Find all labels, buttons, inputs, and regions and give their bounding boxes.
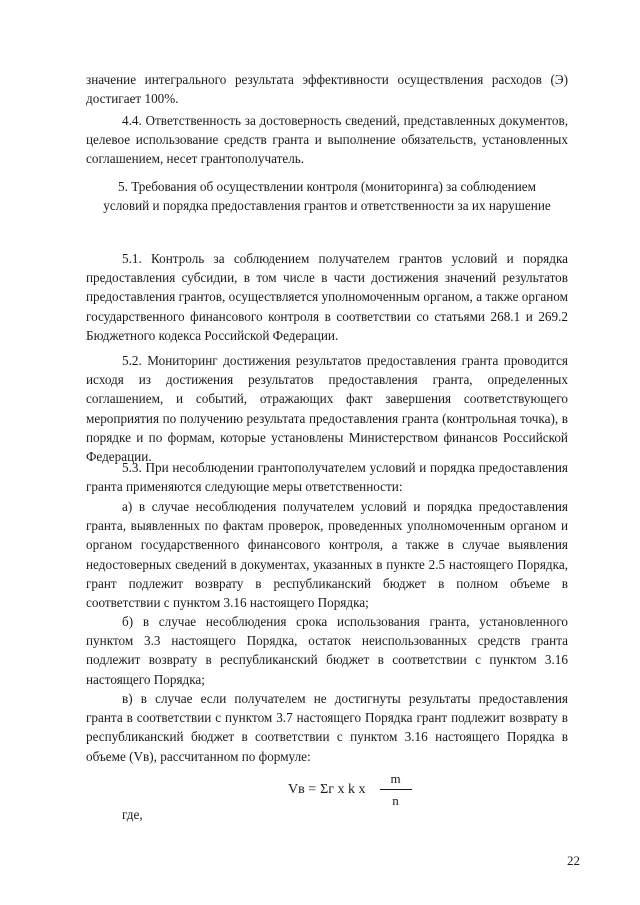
formula-lhs: Vв = — [288, 782, 317, 797]
paragraph-efficiency-result: значение интегрального результата эффективности осуществления расходов (Э) достигает 100%. — [86, 72, 568, 107]
formula-denominator: n — [392, 793, 399, 808]
paragraph-5-3: 5.3. При несоблюдении грантополучателем условий и порядка предоставления гранта применяются следующие меры ответственности: — [86, 460, 568, 495]
formula-fraction — [380, 771, 412, 809]
paragraph-5-2: 5.2. Мониторинг достижения результатов предоставления гранта проводится исходя из достижения результатов предоставления гранта, определенных соглашением, и событий, отражающих факт завершения соответствующего мероприятия по получению результата предоставления гранта (контрольная точка), в порядке и по формам, которые установлены Министерством финансов Российской Федерации. — [86, 353, 568, 465]
paragraph-5-1: 5.1. Контроль за соблюдением получателем грантов условий и порядка предоставления субсидии, в том числе в части достижения значений результатов предоставления грантов, осуществляется уполномоченным органом, а также органом государственного финансового контроля в соответствии со статьями 268.1 и 269.2 Бюджетного кодекса Российской Федерации. — [86, 251, 568, 343]
paragraph-4-4: 4.4. Ответственность за достоверность сведений, представленных документов, целевое использование средств гранта и выполнение обязательств, установленных соглашением, несет грантополучатель. — [86, 113, 568, 167]
paragraph-5-3-a: а) в случае несоблюдения получателем условий и порядка предоставления гранта, выявленных по фактам проверок, проведенных уполномоченным органом и органом государственного финансового контроля, а также в случае выявления недостоверных сведений в документах, указанных в пункте 2.5 настоящего Порядка, грант подлежит возврату в республиканский бюджет в полном объеме в соответствии с пунктом 3.16 настоящего Порядка; — [86, 499, 568, 611]
paragraph-5-3-v: в) в случае если получателем не достигнуты результаты предоставления гранта в соответствии с пунктом 3.7 настоящего Порядка грант подлежит возврату в республиканский бюджет в соответствии с пунктом 3.16 настоящего Порядка в объеме (Vв), рассчитанном по формуле: — [86, 691, 568, 764]
refund-formula — [288, 771, 412, 809]
section-heading-5: 5. Требования об осуществлении контроля (мониторинга) за соблюдением условий и порядка предоставления грантов и ответственности за их нарушение — [103, 179, 551, 214]
formula-sum: Σг х k х — [320, 782, 366, 797]
page-number: 22 — [567, 853, 580, 868]
paragraph-5-3-b: б) в случае несоблюдения срока использования гранта, установленного пунктом 3.3 настоящего Порядка, остаток неиспользованных средств гранта подлежит возврату в республиканский бюджет в соответствии с пунктом 3.16 настоящего Порядка; — [86, 614, 568, 687]
formula-numerator: m — [390, 771, 401, 786]
where-label: где, — [122, 807, 143, 822]
